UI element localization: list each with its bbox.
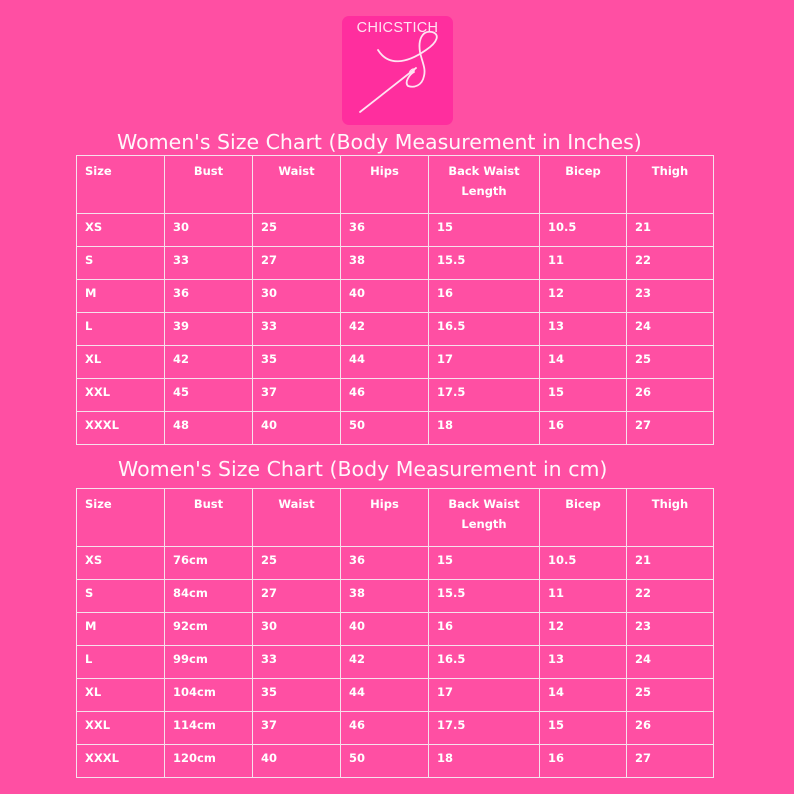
table-row <box>77 214 714 247</box>
back-waist-length-cell: 16.5 <box>429 313 540 346</box>
back-waist-length-cell: 18 <box>429 745 540 778</box>
cm-size-table <box>76 488 714 778</box>
waist-cell: 27 <box>253 580 341 613</box>
bust-cell: 33 <box>165 247 253 280</box>
size-cell: M <box>77 280 165 313</box>
waist-cell: 27 <box>253 247 341 280</box>
inches-chart-title: Women's Size Chart (Body Measurement in Inches) <box>117 130 642 154</box>
hips-cell: 42 <box>341 646 429 679</box>
bust-cell: 120cm <box>165 745 253 778</box>
bicep-cell: 14 <box>540 346 627 379</box>
table-header-row <box>77 489 714 547</box>
bicep-cell: 15 <box>540 712 627 745</box>
table-row <box>77 346 714 379</box>
table-row <box>77 580 714 613</box>
thigh-cell: 21 <box>627 214 714 247</box>
hips-cell: 44 <box>341 679 429 712</box>
back-waist-length-cell: 16 <box>429 280 540 313</box>
waist-cell: 25 <box>253 214 341 247</box>
size-cell: XL <box>77 679 165 712</box>
thigh-cell: 25 <box>627 346 714 379</box>
hips-cell: 46 <box>341 712 429 745</box>
bicep-cell: 11 <box>540 247 627 280</box>
thigh-cell: 23 <box>627 613 714 646</box>
table-row <box>77 613 714 646</box>
back-waist-length-cell: 17.5 <box>429 379 540 412</box>
table-row <box>77 247 714 280</box>
table-row <box>77 646 714 679</box>
header-back-waist-length: Back Waist Length <box>429 489 540 547</box>
bust-cell: 76cm <box>165 547 253 580</box>
header-waist: Waist <box>253 489 341 547</box>
waist-cell: 37 <box>253 712 341 745</box>
table-row <box>77 379 714 412</box>
bust-cell: 45 <box>165 379 253 412</box>
thigh-cell: 22 <box>627 580 714 613</box>
thigh-cell: 26 <box>627 379 714 412</box>
back-waist-length-cell: 18 <box>429 412 540 445</box>
size-cell: XS <box>77 214 165 247</box>
bicep-cell: 11 <box>540 580 627 613</box>
bust-cell: 114cm <box>165 712 253 745</box>
header-bust: Bust <box>165 489 253 547</box>
size-cell: XXXL <box>77 745 165 778</box>
bicep-cell: 13 <box>540 313 627 346</box>
header-hips: Hips <box>341 156 429 214</box>
waist-cell: 33 <box>253 646 341 679</box>
waist-cell: 37 <box>253 379 341 412</box>
waist-cell: 30 <box>253 280 341 313</box>
table-row <box>77 712 714 745</box>
table-row <box>77 313 714 346</box>
bust-cell: 92cm <box>165 613 253 646</box>
header-hips: Hips <box>341 489 429 547</box>
hips-cell: 40 <box>341 613 429 646</box>
bust-cell: 84cm <box>165 580 253 613</box>
size-cell: XXL <box>77 712 165 745</box>
back-waist-length-cell: 16.5 <box>429 646 540 679</box>
header-thigh: Thigh <box>627 156 714 214</box>
back-waist-length-cell: 17 <box>429 346 540 379</box>
back-waist-length-cell: 15 <box>429 547 540 580</box>
bust-cell: 36 <box>165 280 253 313</box>
hips-cell: 36 <box>341 214 429 247</box>
header-size: Size <box>77 489 165 547</box>
header-size: Size <box>77 156 165 214</box>
waist-cell: 30 <box>253 613 341 646</box>
size-cell: S <box>77 580 165 613</box>
thigh-cell: 24 <box>627 646 714 679</box>
back-waist-length-cell: 17 <box>429 679 540 712</box>
bicep-cell: 16 <box>540 745 627 778</box>
back-waist-length-cell: 17.5 <box>429 712 540 745</box>
table-header-row <box>77 156 714 214</box>
waist-cell: 35 <box>253 346 341 379</box>
needle-and-thread-icon <box>342 16 453 125</box>
brand-name: CHICSTICH <box>356 20 439 36</box>
thigh-cell: 23 <box>627 280 714 313</box>
bust-cell: 39 <box>165 313 253 346</box>
waist-cell: 35 <box>253 679 341 712</box>
table-row <box>77 679 714 712</box>
back-waist-length-cell: 15.5 <box>429 247 540 280</box>
table-row <box>77 412 714 445</box>
size-cell: M <box>77 613 165 646</box>
brand-logo <box>342 16 453 125</box>
header-waist: Waist <box>253 156 341 214</box>
size-cell: XL <box>77 346 165 379</box>
bicep-cell: 10.5 <box>540 547 627 580</box>
back-waist-length-cell: 16 <box>429 613 540 646</box>
thigh-cell: 22 <box>627 247 714 280</box>
bust-cell: 104cm <box>165 679 253 712</box>
bicep-cell: 10.5 <box>540 214 627 247</box>
header-back-waist-length: Back Waist Length <box>429 156 540 214</box>
bicep-cell: 12 <box>540 280 627 313</box>
thigh-cell: 26 <box>627 712 714 745</box>
header-bicep: Bicep <box>540 156 627 214</box>
size-cell: L <box>77 646 165 679</box>
back-waist-length-cell: 15 <box>429 214 540 247</box>
bicep-cell: 12 <box>540 613 627 646</box>
bicep-cell: 16 <box>540 412 627 445</box>
thigh-cell: 25 <box>627 679 714 712</box>
hips-cell: 50 <box>341 745 429 778</box>
bust-cell: 42 <box>165 346 253 379</box>
waist-cell: 40 <box>253 745 341 778</box>
thigh-cell: 21 <box>627 547 714 580</box>
waist-cell: 33 <box>253 313 341 346</box>
thigh-cell: 27 <box>627 412 714 445</box>
hips-cell: 44 <box>341 346 429 379</box>
hips-cell: 38 <box>341 247 429 280</box>
hips-cell: 36 <box>341 547 429 580</box>
table-row <box>77 745 714 778</box>
hips-cell: 40 <box>341 280 429 313</box>
waist-cell: 40 <box>253 412 341 445</box>
bicep-cell: 15 <box>540 379 627 412</box>
table-row <box>77 280 714 313</box>
header-thigh: Thigh <box>627 489 714 547</box>
back-waist-length-cell: 15.5 <box>429 580 540 613</box>
inches-size-table <box>76 155 714 445</box>
header-bust: Bust <box>165 156 253 214</box>
cm-chart-title: Women's Size Chart (Body Measurement in cm) <box>118 457 608 481</box>
thigh-cell: 27 <box>627 745 714 778</box>
bicep-cell: 14 <box>540 679 627 712</box>
bust-cell: 99cm <box>165 646 253 679</box>
bust-cell: 30 <box>165 214 253 247</box>
bicep-cell: 13 <box>540 646 627 679</box>
size-cell: XXL <box>77 379 165 412</box>
hips-cell: 38 <box>341 580 429 613</box>
waist-cell: 25 <box>253 547 341 580</box>
bust-cell: 48 <box>165 412 253 445</box>
header-bicep: Bicep <box>540 489 627 547</box>
hips-cell: 46 <box>341 379 429 412</box>
thigh-cell: 24 <box>627 313 714 346</box>
size-cell: XXXL <box>77 412 165 445</box>
size-cell: XS <box>77 547 165 580</box>
hips-cell: 50 <box>341 412 429 445</box>
size-cell: S <box>77 247 165 280</box>
hips-cell: 42 <box>341 313 429 346</box>
table-row <box>77 547 714 580</box>
size-cell: L <box>77 313 165 346</box>
